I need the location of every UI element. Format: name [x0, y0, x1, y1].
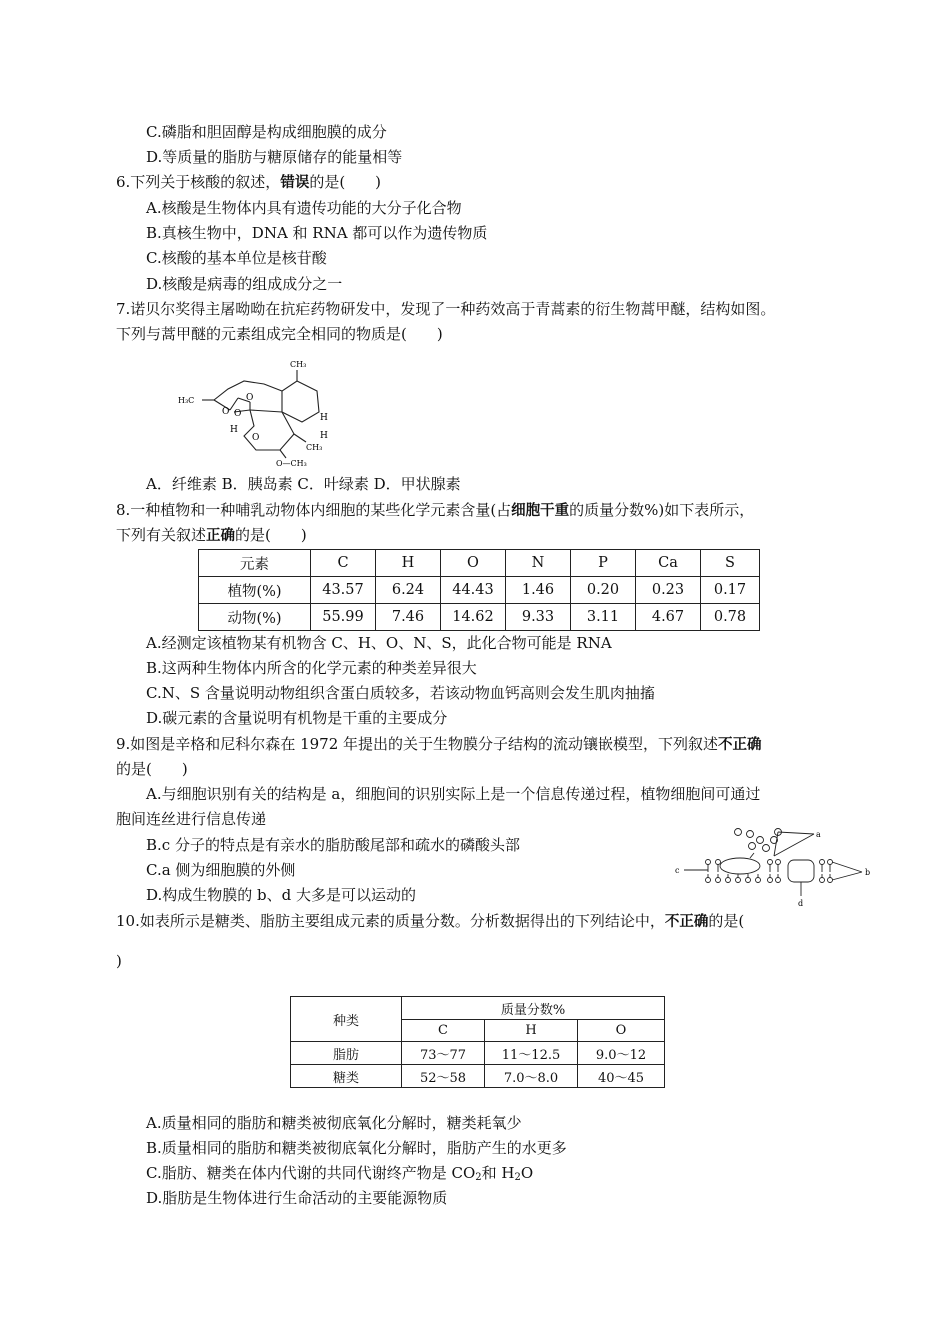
- table-cell: 52～58: [402, 1065, 485, 1088]
- q7-stem-line1: 7.诺贝尔奖得主屠呦呦在抗疟药物研发中，发现了一种药效高于青蒿素的衍生物蒿甲醚，结构如图。: [116, 300, 776, 318]
- mol-h3c: H₃C: [178, 396, 195, 405]
- mol-ch3-top: CH₃: [290, 360, 307, 369]
- mol-ch3-right: CH₃: [306, 443, 323, 452]
- q9-stem-line1: 9.如图是辛格和尼科尔森在 1972 年提出的关于生物膜分子结构的流动镶嵌模型，下列叙述不正确: [116, 735, 762, 753]
- table-cell: H: [485, 1020, 578, 1042]
- mol-h3: H: [230, 425, 238, 435]
- table-cell: O: [578, 1020, 665, 1042]
- q8-stem-line2: 下列有关叙述正确的是( ): [116, 526, 307, 544]
- q6-option-d: D.核酸是病毒的组成成分之一: [146, 275, 343, 293]
- q8-option-d: D.碳元素的含量说明有机物是干重的主要成分: [146, 709, 448, 727]
- q8-option-c: C.N、S 含量说明动物组织含蛋白质较多，若该动物血钙高则会发生肌肉抽搐: [146, 684, 655, 702]
- table-cell: 1.46: [506, 577, 571, 604]
- table-cell: 4.67: [636, 604, 701, 631]
- q5-option-c: C.磷脂和胆固醇是构成细胞膜的成分: [146, 123, 387, 141]
- q10-option-a: A.质量相同的脂肪和糖类被彻底氧化分解时，糖类耗氧少: [146, 1114, 522, 1132]
- table-cell: 9.33: [506, 604, 571, 631]
- table-cell: O: [441, 550, 506, 577]
- fluid-mosaic-model-diagram: [674, 826, 878, 908]
- table-cell: N: [506, 550, 571, 577]
- table-row: [291, 1065, 665, 1088]
- table-cell: 植物(%): [199, 577, 311, 604]
- q10-stem: 10.如表所示是糖类、脂肪主要组成元素的质量分数。分析数据得出的下列结论中，不正确的是(: [116, 912, 745, 930]
- q6-option-b: B.真核生物中，DNA 和 RNA 都可以作为遗传物质: [146, 224, 488, 242]
- q9-stem-line2: 的是( ): [116, 760, 188, 778]
- table-cell: 0.20: [571, 577, 636, 604]
- table-row: [199, 604, 760, 631]
- q9-option-a-line1: A.与细胞识别有关的结构是 a，细胞间的识别实际上是一个信息传递过程，植物细胞间可通过: [146, 785, 761, 803]
- table-cell: 3.11: [571, 604, 636, 631]
- q9-option-b: B.c 分子的特点是有亲水的脂肪酸尾部和疏水的磷酸头部: [146, 836, 520, 854]
- table-header-row: [291, 997, 665, 1020]
- q8-option-a: A.经测定该植物某有机物含 C、H、O、N、S，此化合物可能是 RNA: [146, 634, 612, 652]
- table-cell: 动物(%): [199, 604, 311, 631]
- table-cell: 0.17: [701, 577, 760, 604]
- table-cell: 糖类: [291, 1065, 402, 1088]
- artemether-structure: [172, 354, 342, 470]
- diagram-label-b: b: [865, 868, 871, 877]
- table-cell: 55.99: [311, 604, 376, 631]
- table-cell: 脂肪: [291, 1042, 402, 1065]
- table-row: [199, 577, 760, 604]
- table-cell: 7.0～8.0: [485, 1065, 578, 1088]
- q10-option-c: C.脂肪、糖类在体内代谢的共同代谢终产物是 $CO_2$和 $H_2O$: [146, 1164, 534, 1183]
- table-cell: 6.24: [376, 577, 441, 604]
- q10-option-b: B.质量相同的脂肪和糖类被彻底氧化分解时，脂肪产生的水更多: [146, 1139, 567, 1157]
- mol-h1: H: [320, 413, 328, 423]
- q6-option-c: C.核酸的基本单位是核苷酸: [146, 249, 327, 267]
- q6-option-a: A.核酸是生物体内具有遗传功能的大分子化合物: [146, 199, 462, 217]
- table-cell: 43.57: [311, 577, 376, 604]
- peroxide-o1: O: [234, 409, 242, 419]
- q5-option-d: D.等质量的脂肪与糖原储存的能量相等: [146, 148, 403, 166]
- q9-option-a-line2: 胞间连丝进行信息传递: [116, 810, 267, 828]
- diagram-label-d: d: [798, 899, 804, 908]
- table-cell: 40～45: [578, 1065, 665, 1088]
- table-cell: C: [311, 550, 376, 577]
- table-cell: 73～77: [402, 1042, 485, 1065]
- mass-fraction-table: [290, 996, 665, 1088]
- table-row: [291, 1042, 665, 1065]
- table-cell: S: [701, 550, 760, 577]
- q8-stem-line1: 8.一种植物和一种哺乳动物体内细胞的某些化学元素含量(占细胞干重的质量分数%)如下表所示，: [116, 501, 755, 519]
- table-cell: C: [402, 1020, 485, 1042]
- table-cell: 质量分数%: [402, 997, 665, 1020]
- table-cell: 元素: [199, 550, 311, 577]
- ring-o: O: [222, 407, 230, 417]
- diagram-label-a: a: [816, 830, 821, 839]
- q9-option-d: D.构成生物膜的 b、d 大多是可以运动的: [146, 886, 417, 904]
- table-cell: 0.23: [636, 577, 701, 604]
- table-cell: P: [571, 550, 636, 577]
- q9-option-c: C.a 侧为细胞膜的外侧: [146, 861, 296, 879]
- mol-h2: H: [320, 431, 328, 441]
- table-header-row: [199, 550, 760, 577]
- mol-och3: O—CH₃: [276, 459, 307, 468]
- table-cell: 11～12.5: [485, 1042, 578, 1065]
- table-cell: 0.78: [701, 604, 760, 631]
- q6-stem: 6.下列关于核酸的叙述，错误的是( ): [116, 173, 382, 191]
- q10-stem-close: ): [116, 952, 122, 970]
- q7-options: A．纤维素 B．胰岛素 C．叶绿素 D．甲状腺素: [146, 475, 461, 493]
- table-cell: 44.43: [441, 577, 506, 604]
- table-cell: 9.0～12: [578, 1042, 665, 1065]
- table-cell: 种类: [291, 997, 402, 1042]
- table-cell: Ca: [636, 550, 701, 577]
- q10-option-d: D.脂肪是生物体进行生命活动的主要能源物质: [146, 1189, 448, 1207]
- diagram-label-c: c: [675, 866, 680, 875]
- peroxide-o2: O: [246, 393, 254, 403]
- element-content-table: [198, 549, 760, 631]
- lactol-o: O: [252, 433, 260, 443]
- table-cell: H: [376, 550, 441, 577]
- table-cell: 14.62: [441, 604, 506, 631]
- q8-option-b: B.这两种生物体内所含的化学元素的种类差异很大: [146, 659, 477, 677]
- q7-stem-line2: 下列与蒿甲醚的元素组成完全相同的物质是( ): [116, 325, 443, 343]
- table-cell: 7.46: [376, 604, 441, 631]
